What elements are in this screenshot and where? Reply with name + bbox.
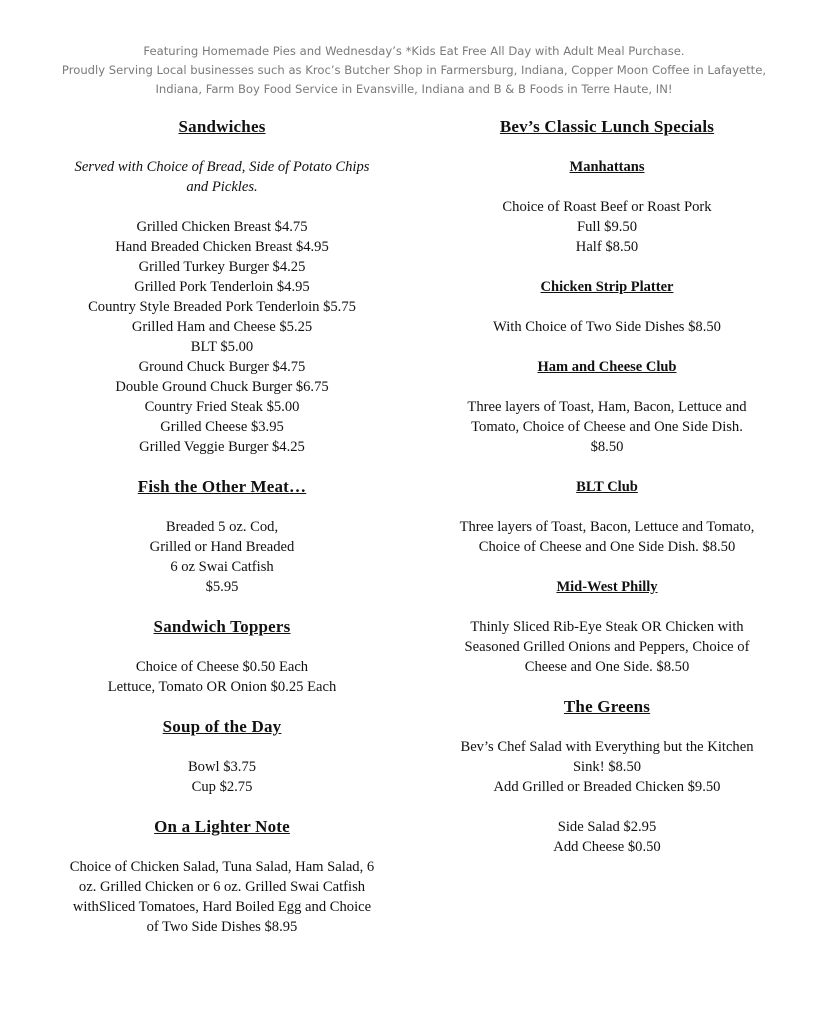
menu-item: Choice of Cheese $0.50 Each — [135, 659, 309, 675]
intro-text — [30, 42, 798, 99]
menu-item: Grilled Pork Tenderloin $4.95 — [134, 279, 310, 295]
menu-item: With Choice of Two Side Dishes $8.50 — [493, 319, 721, 335]
menu-item: Choice of Cheese and One Side Dish. $8.50 — [478, 539, 736, 555]
menu-item: Grilled Cheese $3.95 — [160, 419, 284, 435]
manhattans-heading: Manhattans — [569, 159, 645, 175]
menu-item: Bowl $3.75 — [187, 759, 257, 775]
specials-heading: Bev’s Classic Lunch Specials — [499, 117, 715, 136]
menu-item: Add Grilled or Breaded Chicken $9.50 — [493, 779, 721, 795]
intro-line: Indiana, Farm Boy Food Service in Evansville, Indiana and B & B Foods in Terre Haute, IN! — [155, 82, 673, 96]
menu-item: $8.50 — [590, 439, 624, 455]
menu-item: Full $9.50 — [576, 219, 637, 235]
menu-item: withSliced Tomatoes, Hard Boiled Egg and Choice — [72, 899, 372, 915]
intro-line: Proudly Serving Local businesses such as Kroc’s Butcher Shop in Farmersburg, Indiana, Copper Moon Coffee in Lafayette, — [61, 63, 767, 77]
toppers-heading: Sandwich Toppers — [153, 617, 291, 636]
left-column — [40, 117, 404, 937]
right-column — [426, 117, 788, 857]
menu-item: Half $8.50 — [575, 239, 639, 255]
menu-item: Choice of Chicken Salad, Tuna Salad, Ham Salad, 6 — [69, 859, 375, 875]
menu-item: Sink! $8.50 — [572, 759, 642, 775]
sandwiches-note: and Pickles. — [186, 179, 258, 195]
menu-item: Grilled Veggie Burger $4.25 — [139, 439, 305, 455]
fish-heading: Fish the Other Meat… — [137, 477, 307, 496]
menu-item: Country Style Breaded Pork Tenderloin $5.75 — [88, 299, 356, 315]
menu-item: Three layers of Toast, Ham, Bacon, Lettuce and — [467, 399, 747, 415]
menu-item: Double Ground Chuck Burger $6.75 — [115, 379, 329, 395]
menu-item: Add Cheese $0.50 — [553, 839, 661, 855]
menu-item: Bev’s Chef Salad with Everything but the Kitchen — [460, 739, 754, 755]
menu-item: BLT $5.00 — [190, 339, 254, 355]
menu-item: oz. Grilled Chicken or 6 oz. Grilled Swai Catfish — [78, 879, 366, 895]
menu-item: Grilled Ham and Cheese $5.25 — [131, 319, 313, 335]
menu-item: Grilled Chicken Breast $4.75 — [136, 219, 308, 235]
menu-item: Country Fried Steak $5.00 — [144, 399, 300, 415]
menu-item: Grilled or Hand Breaded — [149, 539, 295, 555]
ham-club-heading: Ham and Cheese Club — [537, 359, 677, 375]
menu-item: Hand Breaded Chicken Breast $4.95 — [115, 239, 329, 255]
menu-item: 6 oz Swai Catfish — [170, 559, 274, 575]
menu-item: Tomato, Choice of Cheese and One Side Dish. — [471, 419, 743, 435]
menu-item: Choice of Roast Beef or Roast Pork — [502, 199, 712, 215]
menu-item: Ground Chuck Burger $4.75 — [138, 359, 306, 375]
menu-item: $5.95 — [205, 579, 239, 595]
menu-item: Thinly Sliced Rib-Eye Steak OR Chicken with — [470, 619, 744, 635]
menu-item: Side Salad $2.95 — [557, 819, 657, 835]
blt-club-heading: BLT Club — [576, 479, 638, 495]
menu-item: Cup $2.75 — [191, 779, 253, 795]
menu-item: Cheese and One Side. $8.50 — [524, 659, 690, 675]
menu-item: Seasoned Grilled Onions and Peppers, Choice of — [464, 639, 750, 655]
menu-item: of Two Side Dishes $8.95 — [146, 919, 298, 935]
sandwiches-note: Served with Choice of Bread, Side of Potato Chips — [74, 159, 370, 175]
menu-item: Grilled Turkey Burger $4.25 — [138, 259, 306, 275]
sandwiches-heading: Sandwiches — [178, 117, 266, 136]
menu-item: Three layers of Toast, Bacon, Lettuce and Tomato, — [459, 519, 755, 535]
philly-heading: Mid-West Philly — [556, 579, 658, 595]
lighter-heading: On a Lighter Note — [154, 817, 290, 836]
intro-line: Featuring Homemade Pies and Wednesday’s *Kids Eat Free All Day with Adult Meal Purchase. — [143, 44, 685, 58]
menu-item: Lettuce, Tomato OR Onion $0.25 Each — [107, 679, 337, 695]
greens-heading: The Greens — [563, 697, 651, 716]
menu-item: Breaded 5 oz. Cod, — [165, 519, 279, 535]
chicken-strip-heading: Chicken Strip Platter — [540, 279, 674, 295]
soup-heading: Soup of the Day — [162, 717, 282, 736]
